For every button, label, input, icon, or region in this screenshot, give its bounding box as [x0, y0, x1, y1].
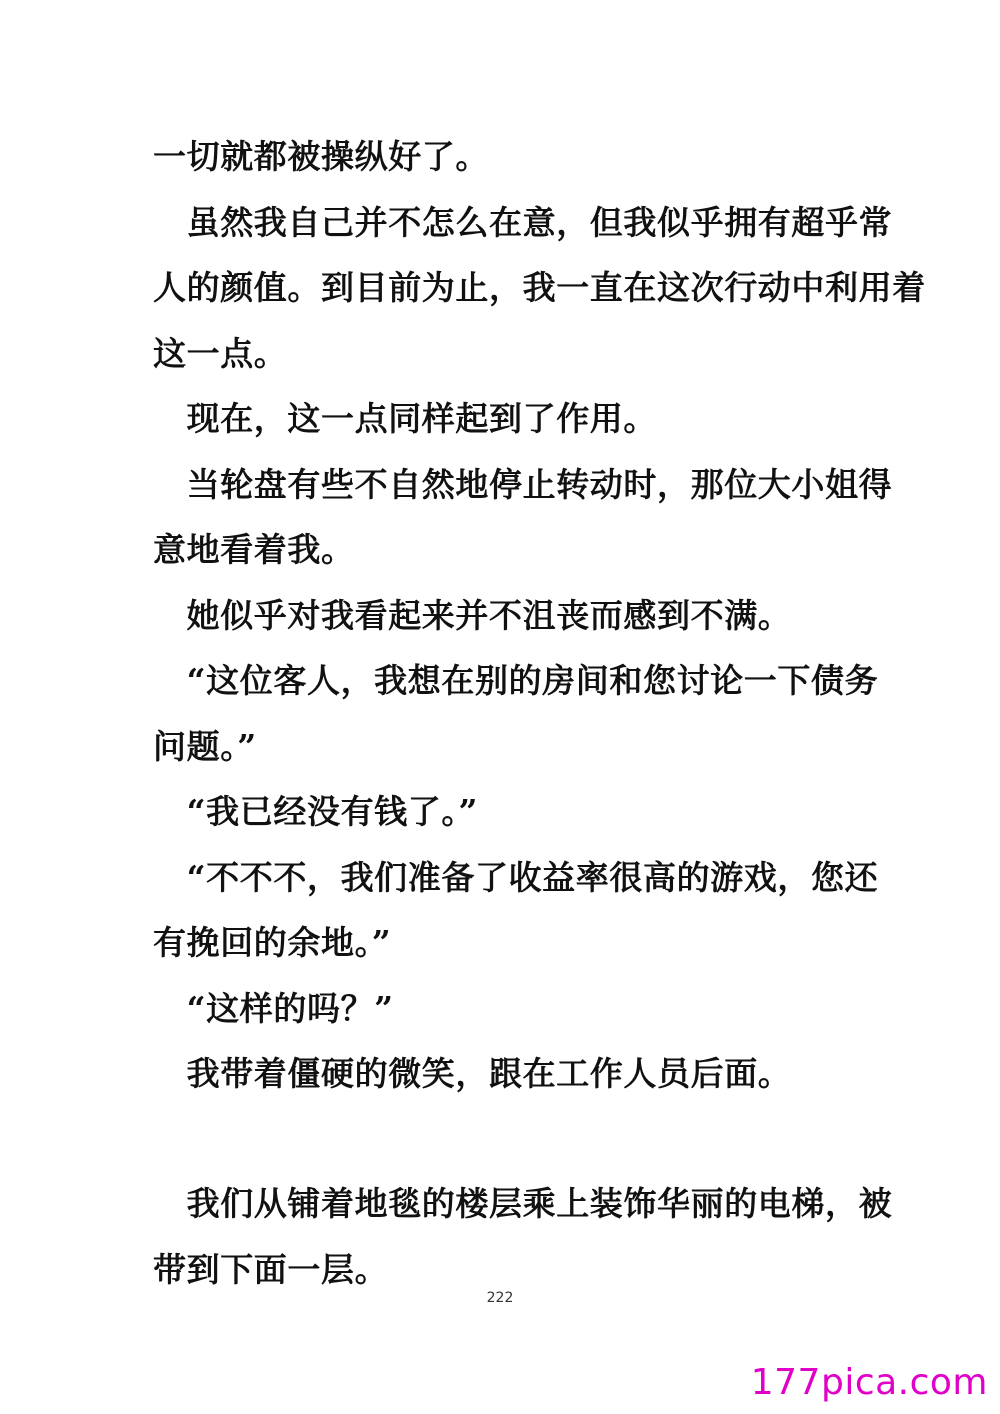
text-line: 有挽回的余地。” [153, 923, 392, 962]
text-line: 当轮盘有些不自然地停止转动时，那位大小姐得 [153, 465, 893, 504]
text-line: 人的颜值。到目前为止，我一直在这次行动中利用着 [153, 268, 926, 307]
text-line: 意地看着我。 [153, 530, 355, 569]
text-line: 现在，这一点同样起到了作用。 [153, 399, 657, 438]
text-line: “我已经没有钱了。” [153, 792, 479, 831]
text-line: 带到下面一层。 [153, 1250, 389, 1289]
text-line: 她似乎对我看起来并不沮丧而感到不满。 [153, 596, 792, 635]
text-line: “不不不，我们准备了收益率很高的游戏，您还 [153, 858, 879, 897]
text-line: “这样的吗？” [153, 989, 394, 1028]
text-line: 我们从铺着地毯的楼层乘上装饰华丽的电梯，被 [153, 1184, 893, 1223]
text-line: 一切就都被操纵好了。 [153, 137, 489, 176]
site-watermark: 177pica.com [750, 1362, 988, 1403]
text-line: 我带着僵硬的微笑，跟在工作人员后面。 [153, 1054, 792, 1093]
text-line: 问题。” [153, 727, 257, 766]
text-line: 这一点。 [153, 334, 288, 373]
page-number: 222 [486, 1290, 514, 1306]
text-line: “这位客人，我想在别的房间和您讨论一下债务 [153, 661, 879, 700]
text-line: 虽然我自己并不怎么在意，但我似乎拥有超乎常 [153, 203, 893, 242]
